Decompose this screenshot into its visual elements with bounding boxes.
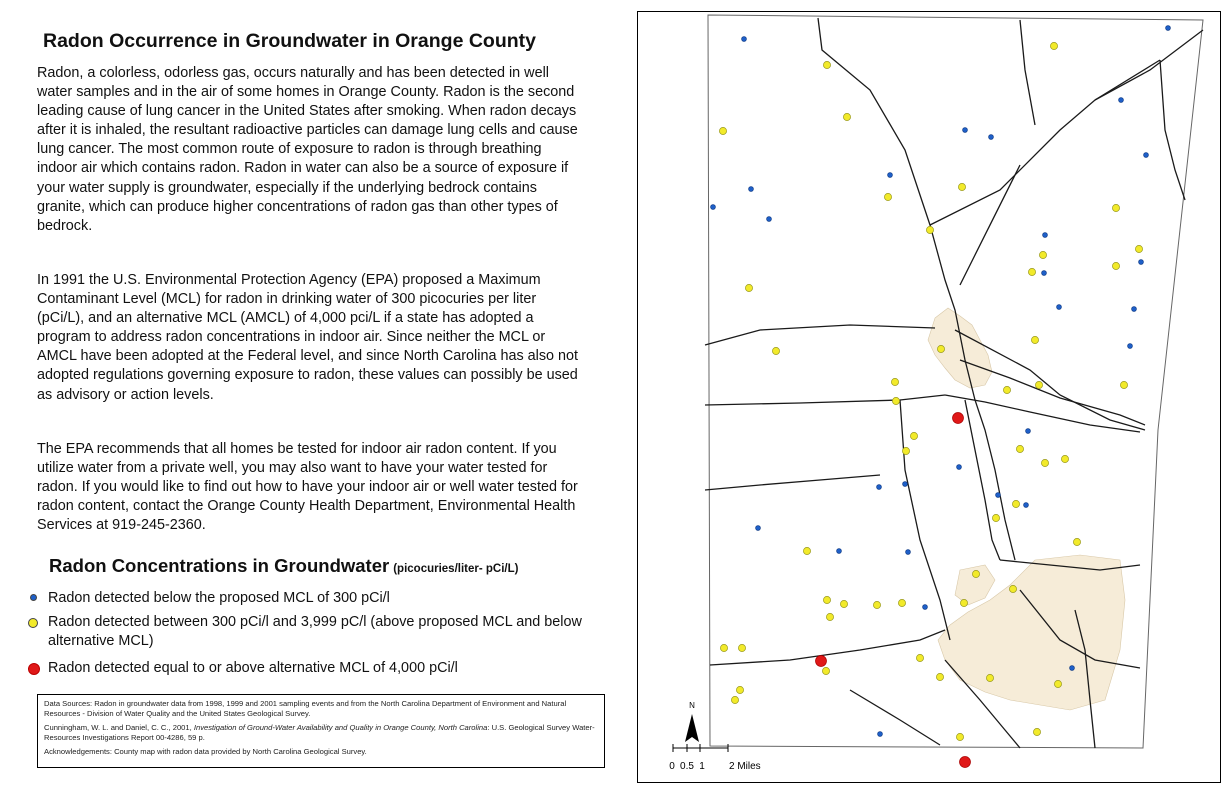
legend-title-text: Radon Concentrations in Groundwater bbox=[49, 555, 390, 576]
well-low-10 bbox=[767, 217, 772, 222]
road-west-3 bbox=[705, 475, 880, 490]
well-medium-11 bbox=[1112, 262, 1119, 269]
well-low-8 bbox=[749, 187, 754, 192]
well-medium-45 bbox=[1054, 680, 1061, 687]
well-low-24 bbox=[837, 549, 842, 554]
road-diag-1 bbox=[960, 165, 1020, 285]
north-arrow bbox=[685, 701, 699, 742]
well-medium-48 bbox=[1033, 728, 1040, 735]
well-medium-40 bbox=[738, 644, 745, 651]
well-low-23 bbox=[756, 526, 761, 531]
legend-label-low: Radon detected below the proposed MCL of 300 pCi/l bbox=[48, 590, 390, 606]
high-radon-wells bbox=[816, 413, 971, 768]
scale-label-1: 1 bbox=[699, 761, 705, 772]
well-medium-1 bbox=[1050, 42, 1057, 49]
well-medium-8 bbox=[926, 226, 933, 233]
well-medium-28 bbox=[992, 514, 999, 521]
well-medium-43 bbox=[936, 673, 943, 680]
well-medium-30 bbox=[803, 547, 810, 554]
page-title: Radon Occurrence in Groundwater in Orange County bbox=[43, 30, 536, 52]
well-medium-36 bbox=[898, 599, 905, 606]
well-low-20 bbox=[903, 482, 908, 487]
well-medium-20 bbox=[1035, 381, 1042, 388]
well-low-26 bbox=[923, 605, 928, 610]
well-low-3 bbox=[1119, 98, 1124, 103]
well-medium-15 bbox=[937, 345, 944, 352]
well-medium-38 bbox=[826, 613, 833, 620]
well-medium-4 bbox=[719, 127, 726, 134]
well-high-1 bbox=[953, 413, 964, 424]
well-medium-5 bbox=[884, 193, 891, 200]
well-medium-41 bbox=[822, 667, 829, 674]
well-low-16 bbox=[1128, 344, 1133, 349]
well-low-1 bbox=[742, 37, 747, 42]
road-west-1 bbox=[705, 325, 935, 345]
well-low-22 bbox=[1024, 503, 1029, 508]
well-medium-16 bbox=[772, 347, 779, 354]
well-low-15 bbox=[1132, 307, 1137, 312]
road-i85 bbox=[945, 395, 1140, 432]
north-label: N bbox=[689, 701, 695, 710]
well-high-3 bbox=[960, 757, 971, 768]
legend-label-medium: Radon detected between 300 pCi/l and 3,999 pC/l (above proposed MCL and below alternative MCL) bbox=[48, 614, 582, 649]
well-medium-6 bbox=[958, 183, 965, 190]
well-low-27 bbox=[878, 732, 883, 737]
well-medium-12 bbox=[1028, 268, 1035, 275]
well-high-2 bbox=[816, 656, 827, 667]
well-low-6 bbox=[989, 135, 994, 140]
well-low-13 bbox=[1042, 271, 1047, 276]
road-east-2 bbox=[1160, 60, 1185, 200]
well-medium-22 bbox=[910, 432, 917, 439]
well-low-4 bbox=[1144, 153, 1149, 158]
citation-title: Investigation of Ground-Water Availability and Quality in Orange County, North Carolina bbox=[193, 722, 488, 732]
scale-label-0-5: 0.5 bbox=[680, 761, 694, 772]
scale-label-2-miles: 2 Miles bbox=[729, 761, 761, 772]
well-medium-49 bbox=[956, 733, 963, 740]
well-medium-35 bbox=[873, 601, 880, 608]
well-medium-32 bbox=[1009, 585, 1016, 592]
north-arrow-icon bbox=[685, 714, 699, 742]
well-low-19 bbox=[877, 485, 882, 490]
well-medium-39 bbox=[720, 644, 727, 651]
well-medium-46 bbox=[736, 686, 743, 693]
road-i40 bbox=[960, 360, 1145, 425]
well-low-11 bbox=[1043, 233, 1048, 238]
well-medium-14 bbox=[1031, 336, 1038, 343]
legend-label-high: Radon detected equal to or above alternative MCL of 4,000 pCi/l bbox=[48, 660, 458, 676]
well-medium-44 bbox=[986, 674, 993, 681]
well-medium-25 bbox=[1041, 459, 1048, 466]
well-medium-17 bbox=[891, 378, 898, 385]
intro-paragraph: Radon, a colorless, odorless gas, occurs naturally and has been detected in well water samples and in the air of some homes in Orange County. Radon is the second leading cause of lung cancer in the United States after smoking. When radon decays after it is inhaled, the resultant radioactive particles can damage lung cells and cause lung cancer. The most common route of exposure to radon is through breathing indoor air which contains radon. Radon in water can also be a source of exposure if your water supply is groundwater, especially if the underlying bedrock contains granite, which can produce higher concentrations of radon gas than other types of bedrock. bbox=[37, 65, 578, 234]
well-low-18 bbox=[957, 465, 962, 470]
well-medium-31 bbox=[972, 570, 979, 577]
well-medium-27 bbox=[1012, 500, 1019, 507]
well-medium-10 bbox=[1039, 251, 1046, 258]
well-low-28 bbox=[1070, 666, 1075, 671]
acknowledgements-text: Acknowledgements: County map with radon data provided by North Carolina Geological Survey. bbox=[44, 746, 367, 756]
legend-units: (picocuries/liter- pCi/L) bbox=[393, 563, 519, 575]
testing-paragraph: The EPA recommends that all homes be tested for indoor air radon content. If you utilize water from a private well, you may also want to have your water tested for radon. If you would like to find out how to have your indoor air or well water tested for radon content, contact the Orange County Health Department, Environmental Health Services at 919-245-2360. bbox=[37, 441, 578, 534]
well-medium-26 bbox=[1061, 455, 1068, 462]
well-low-14 bbox=[1057, 305, 1062, 310]
well-medium-21 bbox=[1003, 386, 1010, 393]
well-medium-33 bbox=[823, 596, 830, 603]
well-medium-34 bbox=[840, 600, 847, 607]
well-medium-24 bbox=[1016, 445, 1023, 452]
scale-bar bbox=[669, 744, 760, 772]
road-north-1 bbox=[1020, 20, 1035, 125]
well-low-21 bbox=[996, 493, 1001, 498]
well-medium-42 bbox=[916, 654, 923, 661]
well-medium-23 bbox=[902, 447, 909, 454]
data-sources-text: Data Sources: Radon in groundwater data from 1998, 1999 and 2001 sampling events and from the North Carolina Department of Environment and Natural Resources - Division of Water Quality and the United States Geological Survey. bbox=[44, 699, 567, 719]
well-medium-37 bbox=[960, 599, 967, 606]
well-medium-29 bbox=[1073, 538, 1080, 545]
road-east-1 bbox=[930, 60, 1160, 225]
well-medium-47 bbox=[731, 696, 738, 703]
well-low-25 bbox=[906, 550, 911, 555]
road-southwest-2 bbox=[850, 690, 940, 745]
well-low-9 bbox=[711, 205, 716, 210]
road-south-2 bbox=[900, 400, 950, 640]
well-medium-13 bbox=[745, 284, 752, 291]
well-medium-18 bbox=[892, 397, 899, 404]
road-west-2 bbox=[705, 395, 945, 405]
citation-rest: : U.S. Geological Survey Water-Resources Investigations Report 00-4286, 59 p. bbox=[44, 722, 595, 743]
well-low-2 bbox=[1166, 26, 1171, 31]
well-low-12 bbox=[1139, 260, 1144, 265]
well-medium-7 bbox=[1112, 204, 1119, 211]
well-low-17 bbox=[1026, 429, 1031, 434]
well-low-5 bbox=[963, 128, 968, 133]
epa-mcl-paragraph: In 1991 the U.S. Environmental Protection Agency (EPA) proposed a Maximum Contaminant Level (MCL) for radon in drinking water of 300 picocuries per liter (pCi/L), and an alternative MCL (AMCL) of 4,000 pci/L if a state has adopted a program to address radon concentrations in indoor air. Since neither the MCL or AMCL have been adopted at the Federal level, and since North Carolina has also not adopted regulations governing exposure to radon, these values can possibly be used as advisory or action levels. bbox=[37, 272, 579, 403]
well-low-7 bbox=[888, 173, 893, 178]
well-medium-19 bbox=[1120, 381, 1127, 388]
scale-label-0: 0 bbox=[669, 761, 675, 772]
road-north-south-1 bbox=[818, 18, 1015, 560]
citation-authors: Cunningham, W. L. and Daniel, C. C., 2001, bbox=[44, 722, 194, 732]
well-medium-3 bbox=[843, 113, 850, 120]
well-medium-9 bbox=[1135, 245, 1142, 252]
well-medium-2 bbox=[823, 61, 830, 68]
